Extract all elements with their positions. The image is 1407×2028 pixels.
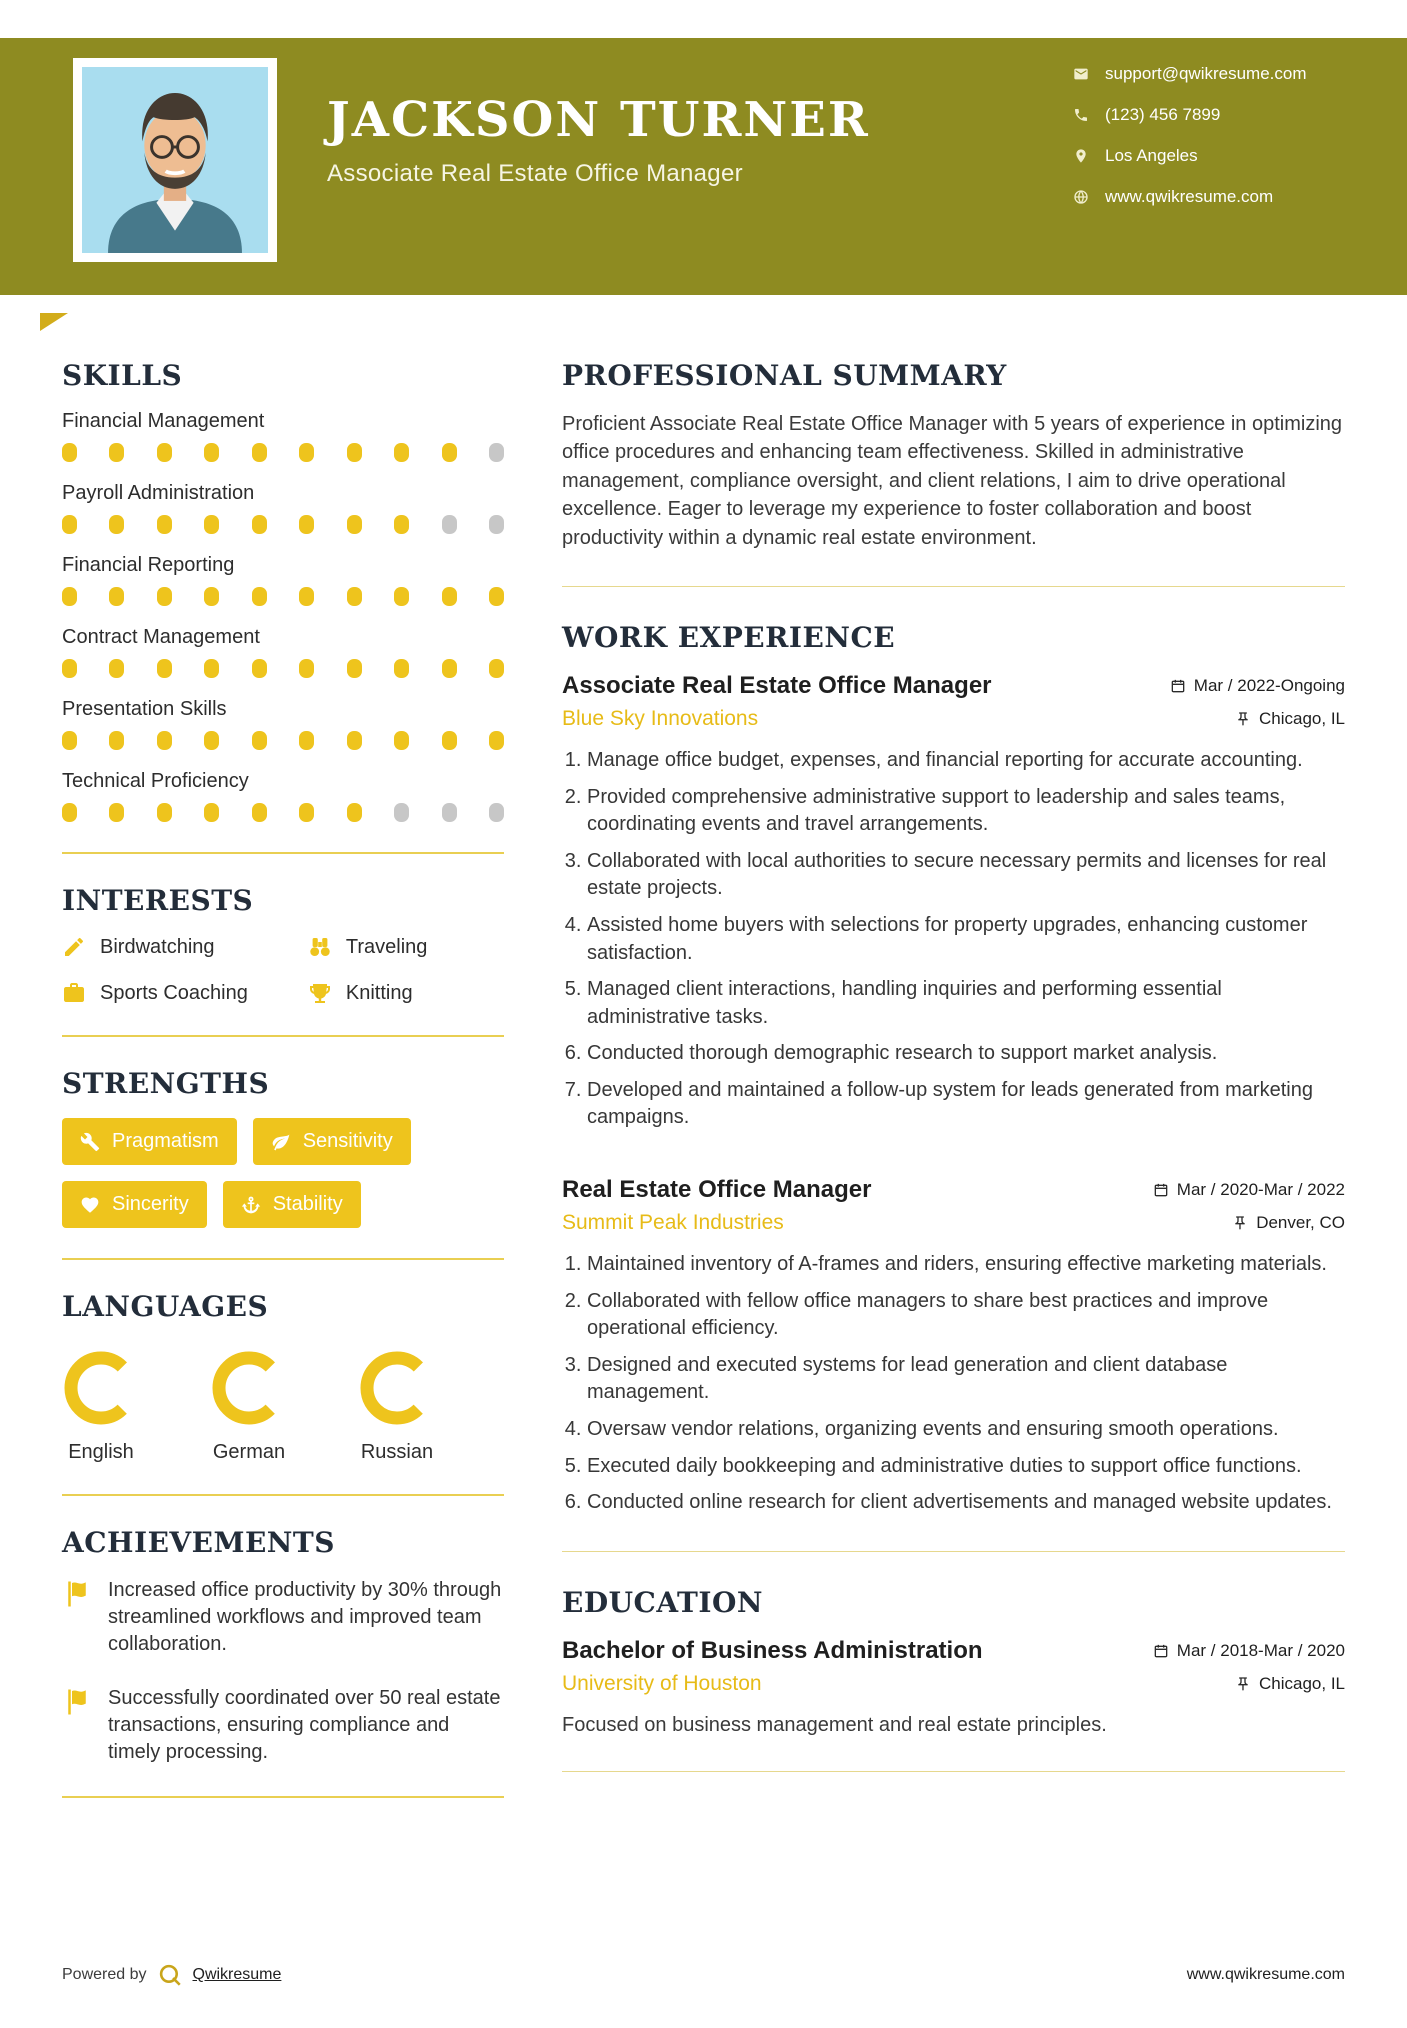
skills-list [62, 410, 504, 822]
section-divider [62, 1796, 504, 1798]
pushpin-icon [1235, 711, 1251, 727]
location-icon [1073, 148, 1089, 164]
footer-site-link[interactable]: www.qwikresume.com [1186, 1966, 1345, 1983]
skill-meter [62, 515, 504, 534]
section-divider [562, 1551, 1345, 1552]
skill-label: Presentation Skills [62, 698, 227, 720]
interest-item [62, 981, 248, 1005]
contact-item[interactable] [1073, 187, 1345, 207]
interest-item [308, 981, 428, 1005]
job-dates-text: Mar / 2020-Mar / 2022 [1176, 1180, 1345, 1200]
skill-dot [299, 659, 314, 678]
achievement-text: Increased office productivity by 30% through streamlined workflows and improved team collaboration. [108, 1579, 502, 1656]
achievements-list [62, 1577, 504, 1766]
job-bullet: 3. Collaborated with local authorities to secure necessary permits and licenses for real estate projects. [587, 848, 1345, 903]
skill-dot [157, 587, 172, 606]
experience-section [562, 621, 1345, 1517]
job-dates [1170, 676, 1345, 696]
strengths-section [62, 1067, 504, 1228]
contact-item[interactable] [1073, 105, 1345, 125]
summary-text: Proficient Associate Real Estate Office Manager with 5 years of experience in optimizing office procedures and enhancing team effectiveness. Skilled in administrative management, compliance oversight, and client relations, I aim to drive operational excellence. Eager to leverage my experience to foster collaboration and boost productivity within a dynamic real estate environment. [562, 413, 1343, 549]
profile-photo [73, 58, 277, 262]
job-bullet: 4. Oversaw vendor relations, organizing events and ensuring smooth operations. [587, 1416, 1345, 1444]
job-bullet: 6. Conducted thorough demographic research to support market analysis. [587, 1040, 1345, 1068]
achievement-item [62, 1685, 504, 1767]
skill-dot [442, 731, 457, 750]
language-item [358, 1349, 436, 1464]
section-divider [62, 1494, 504, 1496]
profile-photo-image [82, 67, 268, 253]
heart-icon [80, 1195, 100, 1215]
skill-dot [62, 587, 77, 606]
email-icon [1073, 66, 1089, 82]
skill-dot [157, 443, 172, 462]
skill-dot [299, 803, 314, 822]
interest-label: Sports Coaching [100, 981, 248, 1004]
job-dates-text: Mar / 2022-Ongoing [1193, 675, 1345, 695]
language-gauge [210, 1349, 288, 1427]
skill-dot [347, 803, 362, 822]
language-label: English [68, 1441, 134, 1463]
skill-dot [347, 515, 362, 534]
skill-dot [252, 587, 267, 606]
job-bullets [562, 1251, 1345, 1517]
left-column [62, 359, 504, 1828]
skill-dot [204, 443, 219, 462]
skill-label: Financial Management [62, 410, 265, 432]
language-label: Russian [360, 1441, 434, 1463]
skill-dot [442, 659, 457, 678]
strength-label: Pragmatism [112, 1130, 219, 1152]
skill-dot [489, 443, 504, 462]
skill-meter [62, 587, 504, 606]
contact-item[interactable] [1073, 146, 1345, 166]
achievement-text: Successfully coordinated over 50 real estate transactions, ensuring compliance and timely processing. [108, 1686, 501, 1763]
wrench-icon [80, 1132, 100, 1152]
skill-dot [394, 659, 409, 678]
skill-dot [489, 587, 504, 606]
strength-chip [62, 1118, 237, 1165]
jobs-list [562, 672, 1345, 1517]
job-bullet: 5. Managed client interactions, handling inquiries and performing essential administrative tasks. [587, 976, 1345, 1031]
skills-heading: SKILLS [62, 359, 183, 392]
section-divider [62, 1258, 504, 1260]
skill-dot [347, 659, 362, 678]
trophy-icon [308, 981, 332, 1005]
interest-item [62, 935, 248, 959]
job-bullet: 1. Manage office budget, expenses, and financial reporting for accurate accounting. [587, 747, 1345, 775]
right-column [562, 359, 1345, 1828]
strength-chip [223, 1181, 361, 1228]
interest-label: Traveling [345, 935, 428, 958]
skill-dot [62, 731, 77, 750]
strength-chip [253, 1118, 411, 1165]
section-divider [562, 586, 1345, 587]
language-item [62, 1349, 140, 1464]
globe-icon [1073, 189, 1089, 205]
job-company: Blue Sky Innovations [562, 706, 759, 730]
interests-heading: INTERESTS [62, 884, 254, 917]
qwikresume-link[interactable]: Qwikresume [192, 1966, 282, 1983]
skill-meter [62, 803, 504, 822]
job-company: Summit Peak Industries [562, 1211, 784, 1235]
skill-dot [109, 659, 124, 678]
skill-label: Financial Reporting [62, 554, 235, 576]
job-bullet: 5. Executed daily bookkeeping and administrative duties to support office functions. [587, 1453, 1345, 1481]
education-dates-text: Mar / 2018-Mar / 2020 [1176, 1640, 1345, 1660]
job-location-text: Chicago, IL [1259, 708, 1345, 728]
skill-item [62, 770, 504, 822]
pushpin-icon [1235, 1676, 1251, 1692]
skill-label: Contract Management [62, 626, 260, 648]
candidate-name: JACKSON TURNER [327, 92, 870, 148]
skill-dot [489, 515, 504, 534]
strengths-heading: STRENGTHS [62, 1067, 270, 1100]
job-bullet: 7. Developed and maintained a follow-up system for leads generated from marketing campaigns. [587, 1077, 1345, 1132]
education-dates [1153, 1641, 1345, 1661]
skill-dot [252, 515, 267, 534]
skill-item [62, 626, 504, 678]
skill-dot [252, 443, 267, 462]
skill-meter [62, 443, 504, 462]
strength-label: Sincerity [112, 1193, 189, 1215]
achievement-item [62, 1577, 504, 1659]
summary-heading: PROFESSIONAL SUMMARY [562, 359, 1007, 392]
job-location [1235, 709, 1345, 729]
job-bullets [562, 747, 1345, 1132]
skill-dot [299, 443, 314, 462]
calendar-icon [1170, 678, 1186, 694]
skill-dot [62, 803, 77, 822]
job-location [1232, 1213, 1345, 1233]
achievements-section [62, 1526, 504, 1766]
skill-dot [394, 803, 409, 822]
education-location-text: Chicago, IL [1259, 1673, 1345, 1693]
skill-dot [489, 731, 504, 750]
skill-dot [394, 731, 409, 750]
interests-list [62, 935, 504, 1005]
skill-dot [157, 659, 172, 678]
anchor-icon [241, 1195, 261, 1215]
skill-dot [62, 443, 77, 462]
skill-dot [299, 587, 314, 606]
interest-label: Knitting [345, 981, 413, 1004]
skill-meter [62, 659, 504, 678]
phone-icon [1073, 107, 1089, 123]
skill-dot [252, 803, 267, 822]
contact-text: www.qwikresume.com [1105, 187, 1274, 206]
language-gauge [358, 1349, 436, 1427]
job-bullet: 1. Maintained inventory of A-frames and riders, ensuring effective marketing materials. [587, 1251, 1345, 1279]
summary-section [562, 359, 1345, 552]
strength-label: Stability [272, 1193, 343, 1215]
qwikresume-logo-icon [157, 1962, 183, 1988]
job-dates [1153, 1180, 1345, 1200]
job-title: Real Estate Office Manager [562, 1176, 872, 1204]
education-section [562, 1586, 1345, 1737]
binoculars-icon [308, 935, 332, 959]
languages-list [62, 1341, 504, 1464]
briefcase-icon [62, 981, 86, 1005]
language-gauge [62, 1349, 140, 1427]
job-bullet: 2. Provided comprehensive administrative support to leadership and sales teams, coordinating events and travel arrangements. [587, 784, 1345, 839]
achievements-heading: ACHIEVEMENTS [62, 1526, 335, 1559]
skill-dot [442, 443, 457, 462]
experience-heading: WORK EXPERIENCE [562, 620, 896, 654]
skill-dot [347, 443, 362, 462]
skill-dot [109, 731, 124, 750]
interest-label: Birdwatching [100, 935, 215, 958]
content-columns [0, 359, 1407, 1828]
skill-meter [62, 731, 504, 750]
skill-item [62, 554, 504, 606]
skill-dot [347, 587, 362, 606]
contact-text: (123) 456 7899 [1105, 105, 1221, 124]
leaf-icon [271, 1132, 291, 1152]
section-divider [62, 852, 504, 854]
contact-item[interactable] [1073, 64, 1345, 84]
skill-dot [489, 659, 504, 678]
job-bullet: 2. Collaborated with fellow office managers to share best practices and improve operational efficiency. [587, 1288, 1345, 1343]
skill-item [62, 482, 504, 534]
corner-triangle-decoration [40, 313, 68, 331]
education-note: Focused on business management and real estate principles. [562, 1713, 1107, 1736]
skill-dot [204, 659, 219, 678]
skill-item [62, 698, 504, 750]
skill-dot [62, 515, 77, 534]
skill-dot [109, 515, 124, 534]
job-location-text: Denver, CO [1256, 1213, 1345, 1233]
footer [62, 1962, 1345, 1988]
footer-powered-by [62, 1962, 281, 1988]
calendar-icon [1153, 1182, 1169, 1198]
job-title: Associate Real Estate Office Manager [562, 671, 992, 699]
skill-dot [204, 515, 219, 534]
skill-dot [394, 515, 409, 534]
strength-label: Sensitivity [302, 1130, 393, 1152]
calendar-icon [1153, 1643, 1169, 1659]
skill-dot [299, 731, 314, 750]
contact-text: support@qwikresume.com [1105, 64, 1307, 83]
language-item [210, 1349, 288, 1464]
flag-icon [62, 1579, 92, 1609]
skill-dot [204, 803, 219, 822]
school-name: University of Houston [562, 1671, 762, 1695]
skill-dot [157, 803, 172, 822]
skill-dot [252, 659, 267, 678]
pushpin-icon [1232, 1215, 1248, 1231]
skill-dot [442, 515, 457, 534]
skill-dot [252, 731, 267, 750]
skill-label: Payroll Administration [62, 482, 255, 504]
candidate-title: Associate Real Estate Office Manager [327, 160, 743, 187]
skill-dot [62, 659, 77, 678]
pencil-icon [62, 935, 86, 959]
section-divider [62, 1035, 504, 1037]
powered-by-label: Powered by [62, 1966, 147, 1983]
flag-icon [62, 1687, 92, 1717]
skill-dot [204, 587, 219, 606]
contact-text: Los Angeles [1105, 146, 1198, 165]
job-bullet: 3. Designed and executed systems for lead generation and client database management. [587, 1352, 1345, 1407]
section-divider [562, 1771, 1345, 1772]
job-bullet: 4. Assisted home buyers with selections for property upgrades, enhancing customer satisfaction. [587, 912, 1345, 967]
skill-dot [109, 803, 124, 822]
job-entry [562, 672, 1345, 1132]
skill-dot [442, 587, 457, 606]
skill-label: Technical Proficiency [62, 770, 249, 792]
skill-dot [157, 515, 172, 534]
skill-dot [157, 731, 172, 750]
contact-list [1073, 58, 1345, 207]
strength-chip [62, 1181, 207, 1228]
header [0, 38, 1407, 295]
skill-dot [394, 443, 409, 462]
job-entry [562, 1176, 1345, 1517]
skills-section [62, 359, 504, 822]
interests-section [62, 884, 504, 1005]
degree-title: Bachelor of Business Administration [562, 1636, 983, 1664]
languages-heading: LANGUAGES [62, 1290, 269, 1323]
skill-dot [109, 587, 124, 606]
skill-dot [299, 515, 314, 534]
job-bullet: 6. Conducted online research for client advertisements and managed website updates. [587, 1489, 1345, 1517]
skill-dot [394, 587, 409, 606]
skill-dot [442, 803, 457, 822]
strengths-list [62, 1118, 504, 1228]
language-label: German [212, 1441, 286, 1463]
education-location [1235, 1674, 1345, 1694]
skill-dot [204, 731, 219, 750]
languages-section [62, 1290, 504, 1464]
skill-dot [109, 443, 124, 462]
skill-dot [347, 731, 362, 750]
education-heading: EDUCATION [562, 1585, 763, 1619]
skill-dot [489, 803, 504, 822]
interest-item [308, 935, 428, 959]
skill-item [62, 410, 504, 462]
